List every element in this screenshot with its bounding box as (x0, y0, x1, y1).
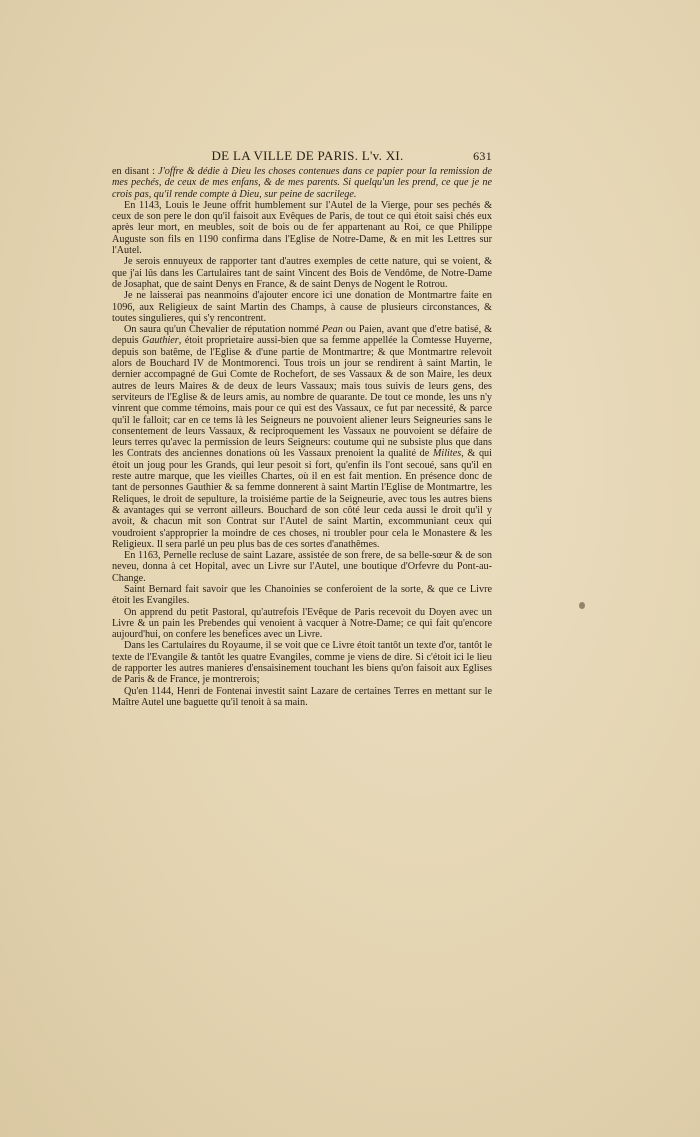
text-body (112, 166, 492, 708)
paragraph (112, 640, 492, 685)
text-run: En 1143, Louis le Jeune offrit humblement sur l'Autel de la Vierge, pour ses pechés & ceux de son pere le don qu'il faisoit aux Evêques de Paris, de tout ce qui étoit saisi chés eux après leur mort, en meubles, soit de bois ou de fer appartenant au Roi, ce que Philippe Auguste son fils en 1190 confirma dans l'Eglise de Notre-Dame, & en mit les Lettres sur l'Autel. (112, 199, 492, 257)
page-content (112, 148, 492, 708)
italic-run: Gauthier (141, 335, 179, 347)
text-run: En 1163, Pernelle recluse de saint Lazare, assistée de son frere, de sa belle-sœur & de son neveu, donna à cet Hopital, avec un Livre sur l'Autel, une boutique d'Orfevre du Pont-au-Change. (112, 550, 492, 584)
text-run: ou Paien, avant que d'etre batisé, & depuis (112, 324, 492, 347)
running-title: DE LA VILLE DE PARIS. L'v. XI. (211, 148, 404, 163)
paragraph (112, 584, 492, 607)
text-run: Qu'en 1144, Henri de Fontenai investit saint Lazare de certaines Terres en mettant sur le Maître Autel une baguette qu'il tenoit à sa main. (112, 685, 492, 708)
paragraph (112, 607, 492, 641)
paragraph (112, 166, 492, 200)
page-number: 631 (473, 149, 492, 163)
paragraph (112, 290, 492, 324)
italic-run: Milites (432, 448, 462, 460)
paragraph (112, 550, 492, 584)
paragraph (112, 200, 492, 256)
text-run: On apprend du petit Pastoral, qu'autrefois l'Evêque de Paris recevoit du Doyen avec un Livre & un pain les Prebendes qui venoient à vacquer à Notre-Dame; ce qui fait qu'encore aujourd'hui, on confere les benefices avec un Livre. (112, 606, 492, 641)
italic-run: Pean (321, 324, 343, 336)
paragraph (112, 686, 492, 709)
text-run: Saint Bernard fait savoir que les Chanoinies se conferoient de la sorte, & que ce Livre étoit les Evangiles. (112, 583, 492, 607)
ink-spot (579, 602, 585, 609)
text-run: Dans les Cartulaires du Royaume, il se voit que ce Livre étoit tantôt un texte d'or, tantôt le texte de l'Evangile & tantôt les quatre Evangiles, comme je viens de dire. Si c'étoit ici le lieu de rapporter les autres manieres d'ensaisinement touchant les biens qu'on faisoit aux Eglises de Paris & de France, je montrerois; (112, 640, 492, 686)
running-header (112, 148, 492, 164)
paragraph (112, 324, 492, 550)
text-run: Je ne laisserai pas neanmoins d'ajouter encore ici une donation de Montmartre faite en 1096, aux Religieux de saint Martin des Champs, à cause de plusieurs circonstances, & toutes singulieres, qui s'y rencontrent. (112, 290, 492, 324)
text-run: Je serois ennuyeux de rapporter tant d'autres exemples de cette nature, qui se voient, & que j'ai lûs dans les Cartulaires tant de saint Vincent des Bois de Vendôme, de Notre-Dame de Josaphat, que de saint Denys en France, & de saint Denys de Nogent le Rotrou. (112, 256, 492, 290)
text-run: On saura qu'un Chevalier de réputation nommé (124, 324, 322, 336)
paragraph (112, 256, 492, 290)
text-run: , étoit proprietaire aussi-bien que sa femme appellée la Comtesse Huyerne, depuis son batême, de l'Eglise & d'une partie de Montmartre; & que Montmartre relevoit alors de Bouchard IV de Montmorenci. Tous trois un jour se rendirent à saint Martin, le dernier accompagné de Gui Comte de Rochefort, de ses Vassaux & de son Maire, les deux autres de leurs Maires & de deux de leurs Vassaux; mais tous suivis de leurs gens, des serviteurs de l'Eglise & de leurs amis, au nombre de quarante. De tout ce monde, les uns n'y vinrent que comme témoins, mais pour ce qui est des Vassaux, ce fut par necessité, & parce qu'il le falloit; car en ce tems là les Seigneurs ne pouvoient aliener leurs Seigneuries sans le consentement de leurs Vassaux, & reciproquement les Vassaux ne pouvoient se défaire de leurs terres qu'avec la permission de leurs Seigneurs: coutume qui ne subsiste plus que dans les Contrats des anciennes donations où les Vassaux prenoient la qualité de (112, 335, 492, 460)
text-run: en disant : (112, 166, 159, 177)
text-run: , & qui étoit un joug pour les Grands, qui leur pesoit si fort, qu'enfin ils l'ont secoué, sans qu'il en reste autre marque, que les vieilles Chartes, où il en est fait mention. En présence donc de tant de personnes Gauthier & sa femme donnerent à saint Martin l'Eglise de Montmartre, les Reliques, le droit de sepulture, la troisiéme partie de la Seigneurie, avec tous les autres biens & avantages qui se verront ailleurs. Bouchard de son côté leur ceda aussi le droit qu'il y avoit, & chacun mit son Contrat sur l'Autel de saint Martin, excommuniant ceux qui voudroient s'approprier la moindre de ces choses, ni troubler pour cela le Monastere & les Religieux. Il sera parlé un peu plus bas de ces sortes d'anathêmes. (112, 448, 492, 550)
italic-run: J'offre & dédie à Dieu les choses contenues dans ce papier pour la remission de mes pechés, de ceux de mes enfans, & de mes parents. Si quelqu'un les prend, ce que je ne crois pas, qu'il rende compte à Dieu, sur peine de sacrilege. (112, 166, 493, 200)
